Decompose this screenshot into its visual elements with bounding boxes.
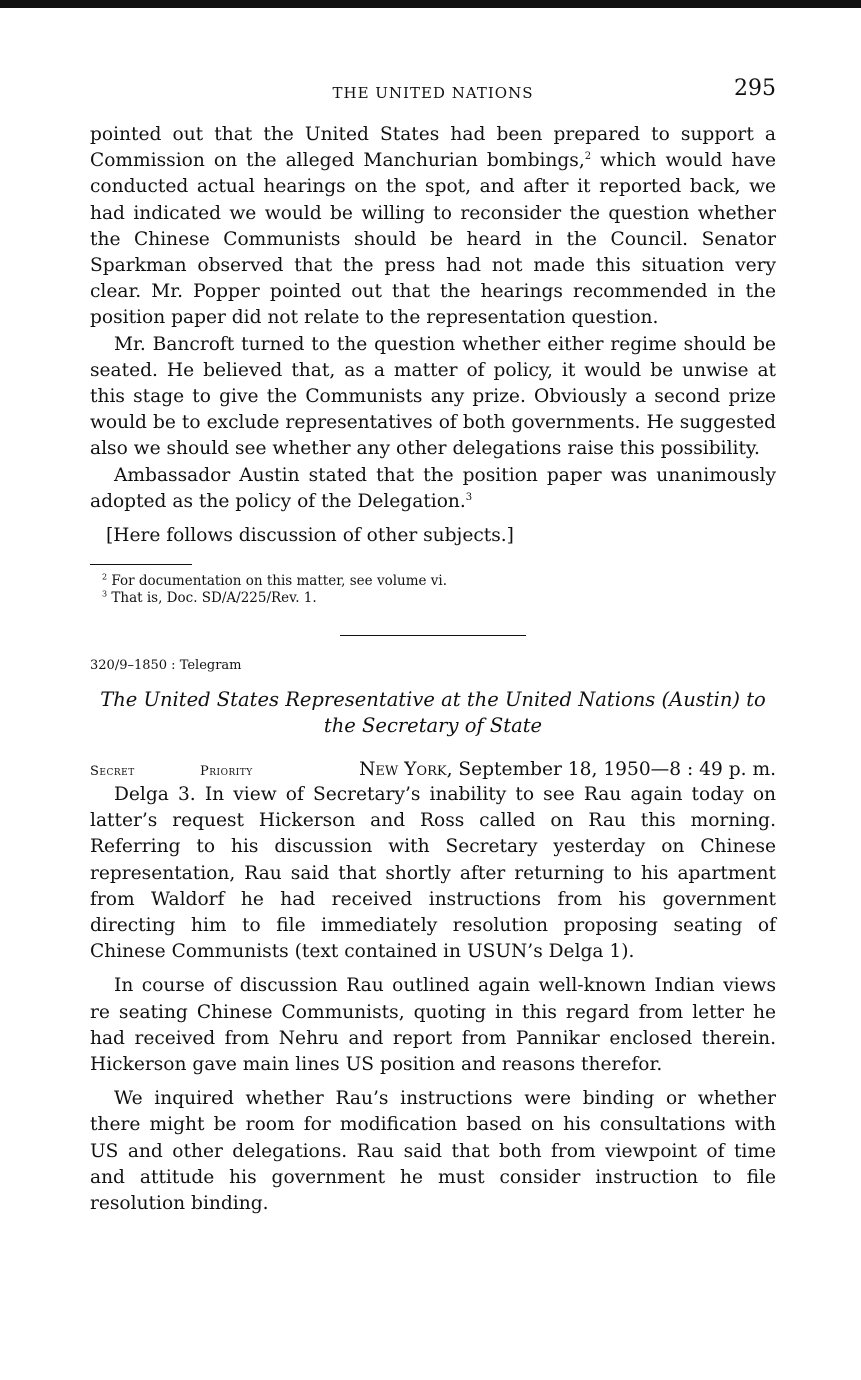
telegram-paragraph-3: We inquired whether Rau’s instructions were binding or whether there might be room for modification based on his consultations with US and other delegations. Rau said that both from viewpoint of time and attitude his government he must consider instruction to file resolution binding. — [90, 1088, 776, 1215]
dateline — [90, 759, 776, 780]
paragraph-3-text: Ambassador Austin stated that the position paper was unanimously adopted as the policy of the Delegation. — [90, 464, 776, 512]
running-title: THE UNITED NATIONS — [332, 84, 534, 102]
place-date — [359, 759, 776, 780]
page-header — [90, 76, 776, 110]
date-time: , September 18, 1950—8 : 49 p. m. — [446, 759, 776, 781]
page-number: 295 — [734, 76, 776, 101]
document-title — [90, 687, 776, 739]
city: New York — [359, 759, 447, 781]
footnote-ref-2[interactable]: 2 — [584, 151, 592, 163]
document-title-line-1: The United States Representative at the United Nations (Austin) to — [100, 688, 766, 712]
document-page — [90, 76, 776, 1217]
footnote-3-text: That is, Doc. SD/A/225/Rev. 1. — [111, 590, 317, 607]
footnote-3 — [90, 590, 776, 607]
document-title-line-2: the Secretary of State — [323, 714, 543, 738]
footnote-3-mark: 3 — [102, 589, 108, 599]
classification-priority: Priority — [200, 764, 253, 780]
telegram-paragraph-2: In course of discussion Rau outlined again well-known Indian views re seating Chinese Communists, quoting in this regard from letter he had received from Nehru and report from Pannikar enclosed therein. Hickerson gave main lines US position and reasons therefor. — [90, 975, 776, 1076]
footnote-2 — [90, 573, 776, 590]
footnote-ref-3[interactable]: 3 — [465, 491, 473, 503]
classification-secret: Secret — [90, 764, 135, 780]
telegram-body — [90, 782, 776, 1217]
paragraph-2 — [90, 332, 776, 463]
editorial-note: [Here follows discussion of other subjects.] — [106, 525, 514, 547]
file-number: 320/9–1850 : Telegram — [90, 658, 242, 674]
paragraph-2-text: Mr. Bancroft turned to the question whether either regime should be seated. He believed that, as a matter of policy, it would be unwise at this stage to give the Communists any prize. Obviously a second prize would be to exclude representatives of both governments. He suggested also we should see whether any other delegations raise this possibility. — [90, 333, 776, 460]
footnote-divider — [90, 564, 192, 565]
telegram-paragraph-1: Delga 3. In view of Secretary’s inability to see Rau again today on latter’s request Hickerson and Ross called on Rau this morning. Referring to his discussion with Secretary yesterday on Chinese representation, Rau said that shortly after returning to his apartment from Waldorf he had received instructions from his government directing him to file immediately resolution proposing seating of Chinese Communists (text contained in USUN’s Delga 1). — [90, 784, 776, 963]
paragraph-1 — [90, 122, 776, 332]
paragraph-3 — [90, 463, 776, 515]
footnote-2-mark: 2 — [102, 572, 108, 582]
section-separator — [340, 635, 526, 636]
scan-top-border — [0, 0, 861, 8]
paragraph-1-text-b: which would have conducted actual hearings on the spot, and after it reported back, we had indicated we would be willing to reconsider the question whether the Chinese Communists should be heard in the Council. Senator Sparkman observed that the press had not made this situation very clear. Mr. Popper pointed out that the hearings recommended in the position paper did not relate to the representation question. — [90, 150, 776, 329]
paragraph-1-text-a: pointed out that the United States had been prepared to support a Commission on the alleged Manchurian bombings, — [90, 124, 776, 172]
footnote-2-text: For documentation on this matter, see volume vi. — [111, 573, 448, 590]
